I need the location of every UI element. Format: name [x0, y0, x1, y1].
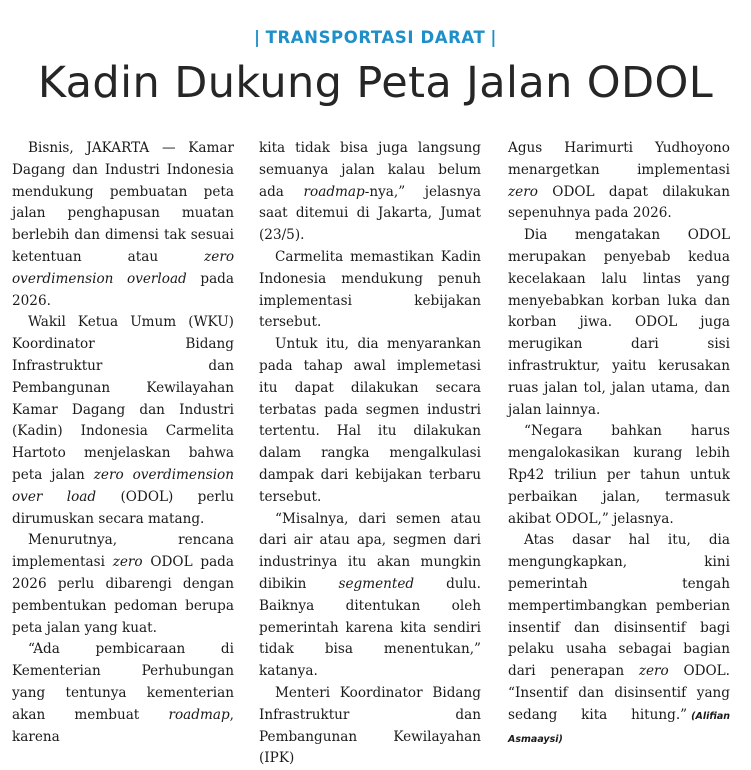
- paragraph: Carmelita memastikan Kadin Indonesia mendukung penuh implementasi kebijakan tersebut.: [259, 248, 481, 331]
- section-label-text: TRANSPORTASI DARAT: [265, 28, 486, 47]
- paragraph: Bisnis, JAKARTA — Kamar Dagang dan Industri Indonesia mendukung pembuatan peta jalan penghapusan muatan berlebih dan dimensi tak sesuai ketentuan atau zero overdimension overload pada 2026.: [12, 140, 234, 309]
- paragraph: kita tidak bisa juga langsung semuanya jalan kalau belum ada roadmap-nya,” jelasnya saat ditemui di Jakarta, Jumat (23/5).: [259, 140, 481, 244]
- paragraph: Wakil Ketua Umum (WKU) Koordinator Bidang Infrastruktur dan Pembangunan Kewilayahan Kamar Dagang dan Industri (Kadin) Indonesia Carmelita Hartoto menjelaskan bahwa peta jalan zero overdimension over load (ODOL) perlu dirumuskan secara matang.: [12, 314, 234, 527]
- paragraph: “Misalnya, dari semen atau dari air atau apa, segmen dari industrinya itu akan mungkin dibikin segmented dulu. Baiknya ditentukan oleh pemerintah karena kita sendiri tidak bisa menentukan,” katanya.: [259, 510, 481, 680]
- paragraph: Menurutnya, rencana implementasi zero ODOL pada 2026 perlu dibarengi dengan pembentukan pedoman berupa peta jalan yang kuat.: [12, 532, 234, 636]
- paragraph: “Ada pembicaraan di Kementerian Perhubungan yang tentunya kementerian akan membuat roadmap, karena: [12, 641, 234, 745]
- paragraph: Atas dasar hal itu, dia mengungkapkan, kini pemerintah tengah mempertimbangkan pemberian insentif dan disinsentif bagi pelaku usaha sebagai bagian dari penerapan zero ODOL. “Insentif dan disinsentif yang sedang kita hitung.” (Alifian Asmaaysi): [508, 532, 730, 745]
- paragraph: “Negara bahkan harus mengalokasikan kurang lebih Rp42 triliun per tahun untuk perbaikan jalan, termasuk akibat ODOL,” jelasnya.: [508, 423, 730, 527]
- headline: Kadin Dukung Peta Jalan ODOL: [37, 58, 714, 108]
- paragraph: Agus Harimurti Yudhoyono menargetkan implementasi zero ODOL dapat dilakukan sepenuhnya pada 2026.: [508, 140, 730, 222]
- article-column-3: [508, 138, 730, 750]
- section-label: [0, 28, 751, 47]
- paragraph: Untuk itu, dia menyarankan pada tahap awal implemetasi itu dapat dilakukan secara terbatas pada segmen industri tertentu. Hal itu dilakukan dalam rangka mengalkulasi dampak dari kebijakan terbaru tersebut.: [259, 336, 481, 505]
- article-column-2: [259, 138, 481, 770]
- byline: (Alifian Asmaaysi): [508, 710, 730, 745]
- divider-bar-left: |: [253, 28, 261, 47]
- paragraph: Menteri Koordinator Bidang Infrastruktur dan Pembangunan Kewilayahan (IPK): [259, 684, 481, 767]
- article-column-1: [12, 138, 234, 748]
- divider-bar-right: |: [490, 28, 497, 47]
- paragraph: Dia mengatakan ODOL merupakan penyebab kedua kecelakaan lalu lintas yang menyebabkan korban luka dan korban jiwa. ODOL juga merugikan dari sisi infrastruktur, yaitu kerusakan ruas jalan tol, jalan utama, dan jalan lainnya.: [508, 227, 730, 418]
